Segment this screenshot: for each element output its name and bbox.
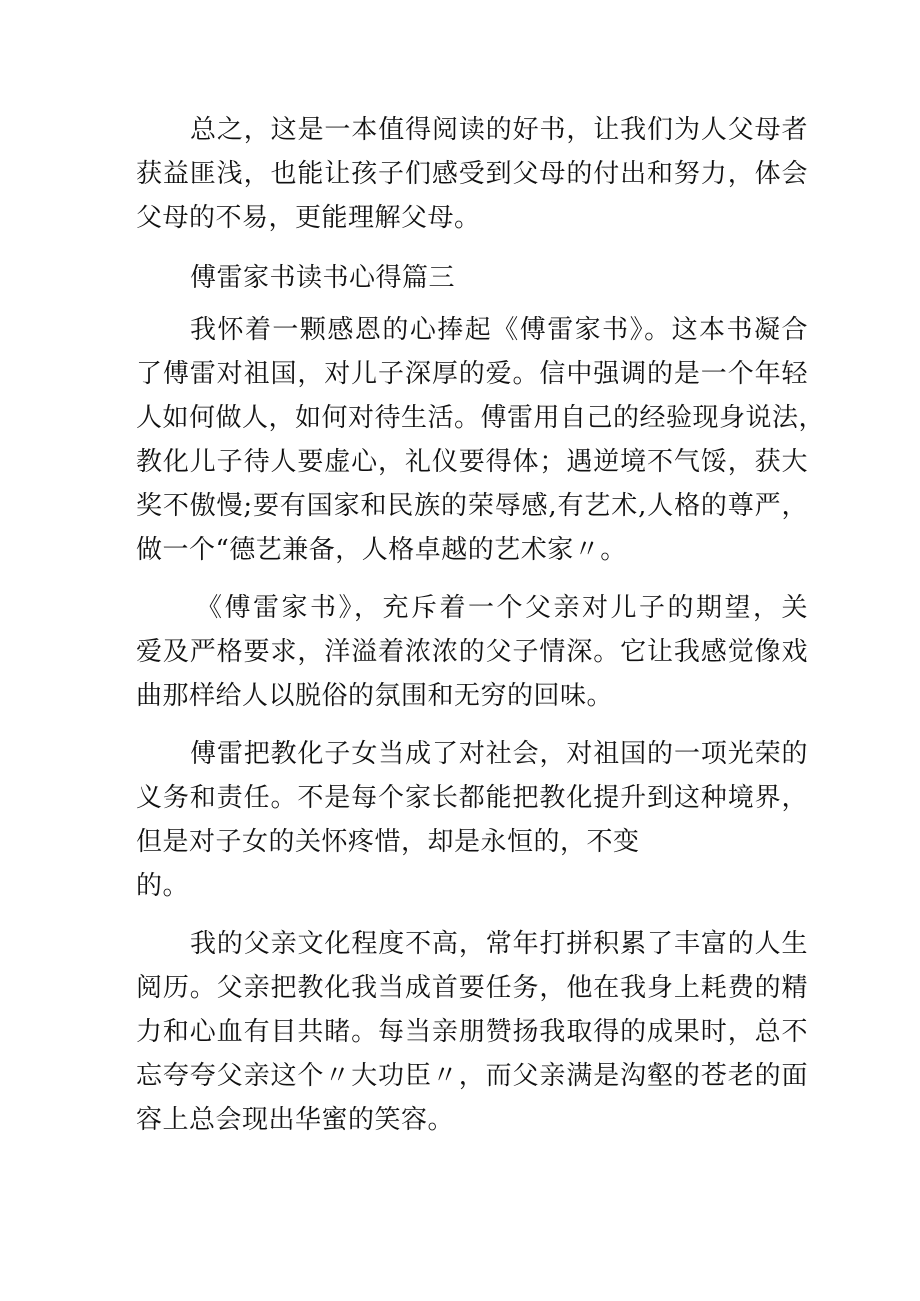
text-line: 获益匪浅，也能让孩子们感受到父母的付出和努力，体会	[136, 159, 808, 189]
text-line: 的。	[136, 871, 190, 901]
text-line: 做一个“德艺兼备，人格卓越的艺术家〃。	[136, 535, 627, 565]
text-line: 容上总会现出华蜜的笑容。	[136, 1105, 455, 1135]
text-line: 阅历。父亲把教化我当成首要任务，他在我身上耗费的精	[136, 973, 808, 1003]
text-line: 奖不傲慢;要有国家和民族的荣辱感,有艺术,人格的尊严，	[136, 491, 808, 521]
text-line: 曲那样给人以脱俗的氛围和无穷的回味。	[136, 681, 614, 711]
paragraph-gratitude	[136, 308, 826, 572]
text-line: 父母的不易，更能理解父母。	[136, 203, 481, 233]
text-line: 傅雷把教化子女当成了对社会，对祖国的一项光荣的	[190, 739, 808, 769]
text-line: 教化儿子待人要虚心，礼仪要得体；遇逆境不气馁，获大	[136, 447, 808, 477]
text-line: 爱及严格要求，洋溢着浓浓的父子情深。它让我感觉像戏	[136, 637, 808, 667]
paragraph-father	[136, 922, 808, 1142]
paragraph-expectation	[136, 586, 808, 718]
text-line: 了傅雷对祖国，对儿子深厚的爱。信中强调的是一个年轻	[136, 359, 808, 389]
paragraph-conclusion	[136, 108, 808, 240]
text-line: 忘夸夸父亲这个〃大功臣〃，而父亲满是沟壑的苍老的面	[136, 1061, 808, 1091]
heading-line: 傅雷家书读书心得篇三	[190, 263, 456, 293]
text-line: 总之，这是一本值得阅读的好书，让我们为人父母者	[190, 115, 808, 145]
text-line: 我怀着一颗感恩的心捧起《傅雷家书》。这本书凝合	[190, 315, 808, 345]
text-line: 人如何做人，如何对待生活。傅雷用自己的经验现身说法，	[136, 403, 826, 433]
document-page	[136, 108, 826, 1142]
text-line: 《傅雷家书》，充斥着一个父亲对儿子的期望，关	[196, 593, 808, 623]
text-line: 但是对子女的关怀疼惜，却是永恒的，不变	[136, 827, 640, 857]
paragraph-duty	[136, 732, 808, 908]
section-heading	[136, 256, 808, 300]
text-line: 我的父亲文化程度不高，常年打拼积累了丰富的人生	[190, 929, 808, 959]
text-line: 义务和责任。不是每个家长都能把教化提升到这种境界，	[136, 783, 808, 813]
text-line: 力和心血有目共睹。每当亲朋赞扬我取得的成果时，总不	[136, 1017, 808, 1047]
